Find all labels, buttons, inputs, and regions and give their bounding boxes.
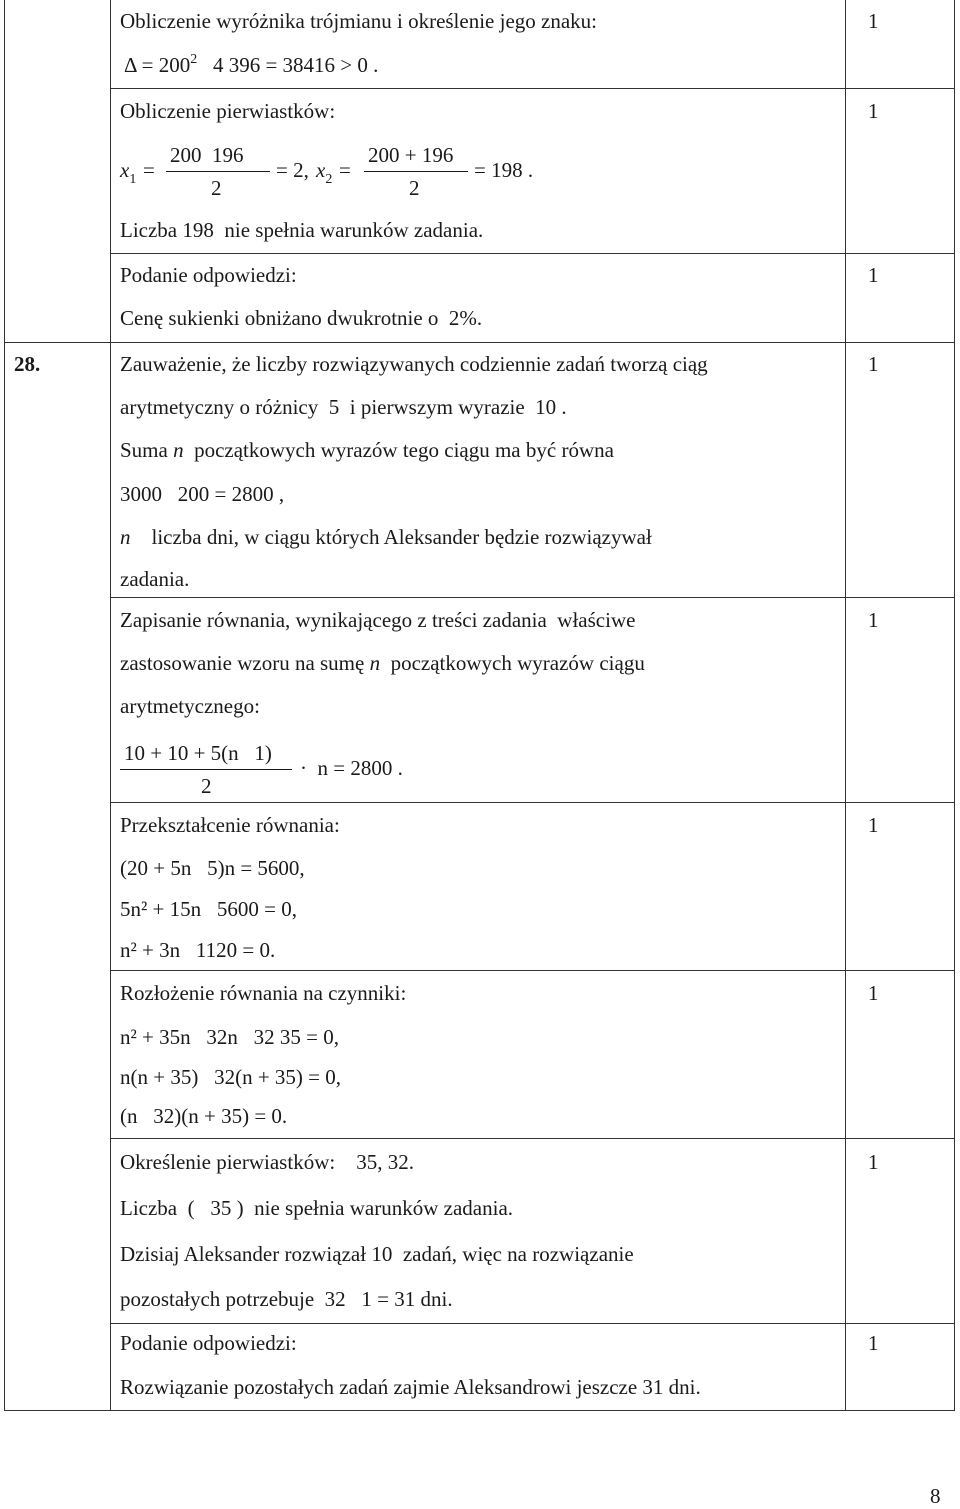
column-divider: [110, 0, 111, 1411]
row-divider: [110, 970, 955, 971]
roots-result: Określenie pierwiastków: 35, 32.: [120, 1150, 414, 1174]
final-answer-label: Podanie odpowiedzi:: [120, 1331, 297, 1355]
transform-step-2: 5n² + 15n 5600 = 0,: [120, 897, 297, 921]
x2-symbol: $x_2$ =: [316, 158, 352, 187]
transform-step-3: n² + 3n 1120 = 0.: [120, 938, 276, 962]
fraction-bar: [166, 171, 270, 172]
answer-label: Podanie odpowiedzi:: [120, 263, 297, 287]
today-line-1: Dzisiaj Aleksander rozwiązał 10 zadań, więc na rozwiązanie: [120, 1242, 634, 1266]
points: 1: [868, 1150, 879, 1174]
points: 1: [868, 9, 879, 33]
row-divider: [4, 342, 955, 343]
row-divider: [110, 1323, 955, 1324]
x1-symbol: $x_1$ =: [120, 158, 156, 187]
today-line-2: pozostałych potrzebuje 32 1 = 31 dni.: [120, 1287, 453, 1311]
setup-line-1: Zapisanie równania, wynikającego z treści zadania właściwe: [120, 608, 636, 632]
transform-step-1: (20 + 5n 5)n = 5600,: [120, 856, 305, 880]
transform-label: Przekształcenie równania:: [120, 813, 340, 837]
points: 1: [868, 263, 879, 287]
x1-numerator: 200 196: [170, 143, 244, 167]
fraction-bar: [120, 769, 292, 770]
points: 1: [868, 608, 879, 632]
discriminant-label: Obliczenie wyróżnika trójmianu i określenie jego znaku:: [120, 9, 598, 33]
x2-denominator: 2: [409, 176, 420, 200]
factor-step-1: n² + 35n 32n 32 35 = 0,: [120, 1025, 339, 1049]
roots-label: Obliczenie pierwiastków:: [120, 99, 336, 123]
t28-sum-equation: 3000 200 = 2800 ,: [120, 482, 285, 506]
t28-line-3: Suma n początkowych wyrazów tego ciągu ma być równa: [120, 438, 614, 462]
equation-denominator: 2: [201, 774, 212, 798]
points: 1: [868, 1331, 879, 1355]
reject-negative: Liczba ( 35 ) nie spełnia warunków zadania.: [120, 1196, 514, 1220]
page-number: 8: [930, 1484, 941, 1508]
row-divider: [110, 88, 955, 89]
setup-line-3: arytmetycznego:: [120, 694, 260, 718]
final-answer-text: Rozwiązanie pozostałych zadań zajmie Aleksandrowi jeszcze 31 dni.: [120, 1375, 701, 1399]
task-number: 28.: [14, 352, 41, 376]
points: 1: [868, 981, 879, 1005]
x2-numerator: 200 + 196: [368, 143, 454, 167]
row-divider: [110, 1138, 955, 1139]
t28-line-2: arytmetyczny o różnicy 5 i pierwszym wyrazie 10 .: [120, 395, 567, 419]
points: 1: [868, 99, 879, 123]
t28-line-1: Zauważenie, że liczby rozwiązywanych codziennie zadań tworzą ciąg: [120, 352, 708, 376]
t28-line-6: zadania.: [120, 567, 190, 591]
reject-198: Liczba 198 nie spełnia warunków zadania.: [120, 218, 484, 242]
fraction-bar: [364, 171, 468, 172]
row-divider: [110, 253, 955, 254]
t28-line-5: n liczba dni, w ciągu których Aleksander będzie rozwiązywał: [120, 525, 652, 549]
answer-text: Cenę sukienki obniżano dwukrotnie o 2%.: [120, 306, 483, 330]
equation-numerator: 10 + 10 + 5(n 1): [124, 741, 272, 765]
factor-label: Rozłożenie równania na czynniki:: [120, 981, 407, 1005]
row-divider: [110, 802, 955, 803]
points: 1: [868, 813, 879, 837]
x2-result: = 198 .: [474, 158, 534, 182]
points: 1: [868, 352, 879, 376]
x1-result: = 2,: [276, 158, 309, 182]
setup-line-2: zastosowanie wzoru na sumę n początkowych wyrazów ciągu: [120, 651, 645, 675]
factor-step-3: (n 32)(n + 35) = 0.: [120, 1104, 288, 1128]
factor-step-2: n(n + 35) 32(n + 35) = 0,: [120, 1065, 342, 1089]
x1-denominator: 2: [211, 176, 222, 200]
equation-rest: · n = 2800 .: [300, 756, 403, 780]
row-divider: [110, 597, 955, 598]
column-divider: [845, 0, 846, 1411]
discriminant-equation: $\Delta = 200^2$ 4 396 = 38416 > 0 .: [124, 52, 379, 77]
